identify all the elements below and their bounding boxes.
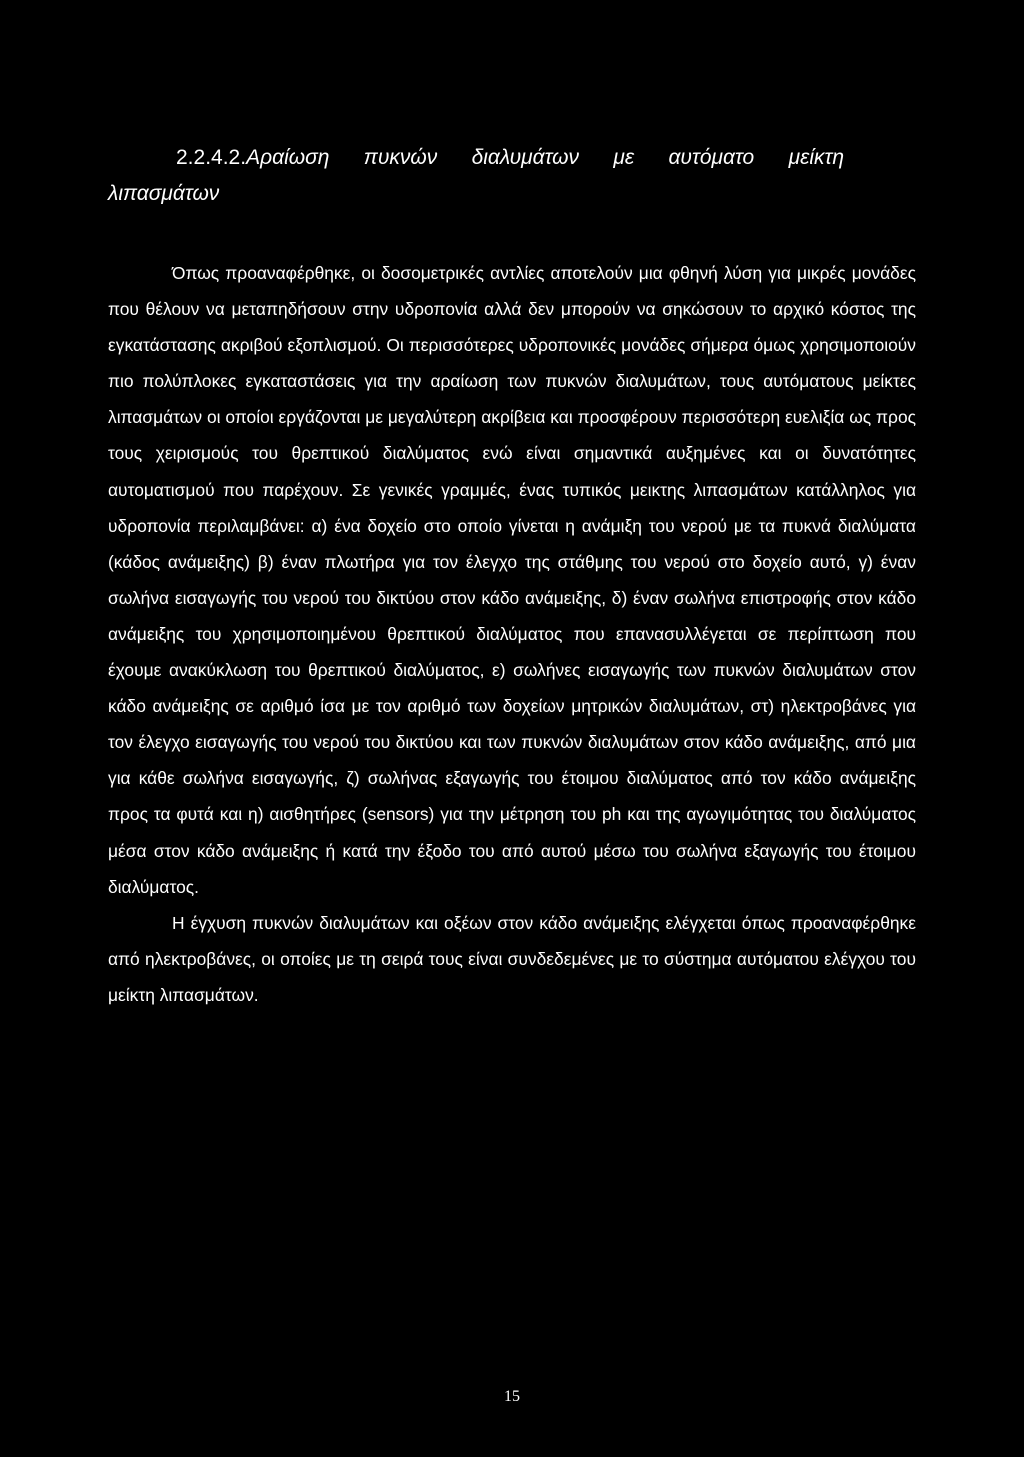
- section-title-line1: Αραίωση πυκνών διαλυμάτων με αυτόματο μείκτη: [246, 146, 844, 169]
- body-text: [108, 255, 916, 1013]
- section-heading: [108, 140, 916, 212]
- section-title-line2: λιπασμάτων: [108, 182, 220, 205]
- paragraph-2: Η έγχυση πυκνών διαλυμάτων και οξέων στον κάδο ανάμειξης ελέγχεται όπως προαναφέρθηκε από ηλεκτροβάνες, οι οποίες με τη σειρά τους είναι συνδεδεμένες με το σύστημα αυτόματου ελέγχου του μείκτη λιπασμάτων.: [108, 912, 916, 1005]
- section-number: 2.2.4.2.: [176, 146, 247, 169]
- page-number: 15: [504, 1388, 520, 1405]
- paragraph-1: Όπως προαναφέρθηκε, οι δοσομετρικές αντλίες αποτελούν μια φθηνή λύση για μικρές μονάδες που θέλουν να μεταπηδήσουν στην υδροπονία αλλά δεν μπορούν να σηκώσουν το αρχικό κόστος της εγκατάστασης ακριβού εξοπλισμού. Οι περισσότερες υδροπονικές μονάδες σήμερα όμως χρησιμοποιούν πιο πολύπλοκες εγκαταστάσεις για την αραίωση των πυκνών διαλυμάτων, τους αυτόματους μείκτες λιπασμάτων οι οποίοι εργάζονται με μεγαλύτερη ακρίβεια και προσφέρουν περισσότερη ευελιξία ως προς τους χειρισμούς του θρεπτικού διαλύματος ενώ είναι σημαντικά αυξημένες και οι δυνατότητες αυτοματισμού που παρέχουν. Σε γενικές γραμμές, ένας τυπικός μεικτης λιπασμάτων κατάλληλος για υδροπονία περιλαμβάνει: α) ένα δοχείο στο οποίο γίνεται η ανάμιξη του νερού με τα πυκνά διαλύματα (κάδος ανάμειξης) β) έναν πλωτήρα για τον έλεγχο της στάθμης του νερού στο δοχείο αυτό, γ) έναν σωλήνα εισαγωγής του νερού του δικτύου στον κάδο ανάμειξης, δ) έναν σωλήνα επιστροφής στον κάδο ανάμειξης του χρησιμοποιημένου θρεπτικού διαλύματος που επανασυλλέγεται σε περίπτωση που έχουμε ανακύκλωση του θρεπτικού διαλύματος, ε) σωλήνες εισαγωγής των πυκνών διαλυμάτων στον κάδο ανάμειξης σε αριθμό ίσα με τον αριθμό των δοχείων μητρικών διαλυμάτων, στ) ηλεκτροβάνες για τον έλεγχο εισαγωγής του νερού του δικτύου και των πυκνών διαλυμάτων στον κάδο ανάμειξης, από μια για κάθε σωλήνα εισαγωγής, ζ) σωλήνας εξαγωγής του έτοιμου διαλύματος από τον κάδο ανάμειξης προς τα φυτά και η) αισθητήρες (sensors) για την μέτρηση του ph και της αγωγιμότητας του διαλύματος μέσα στον κάδο ανάμειξης ή κατά την έξοδο του από αυτού μέσω του σωλήνα εξαγωγής του έτοιμου διαλύματος.: [108, 263, 916, 897]
- section-heading-line1: [108, 140, 844, 176]
